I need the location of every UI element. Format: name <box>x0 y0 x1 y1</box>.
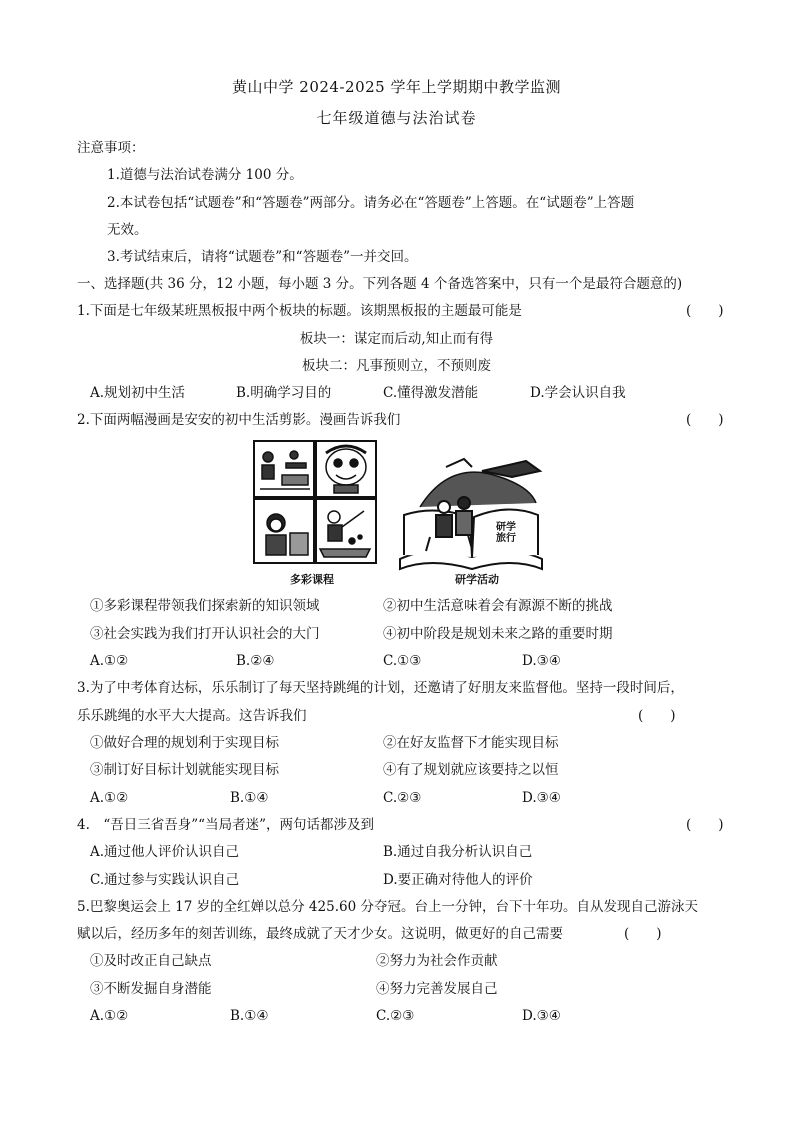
q2-answer-paren: ( ) <box>686 412 724 428</box>
q5-option-c: C.②③ <box>376 1008 415 1024</box>
q1-option-c: C.懂得激发潜能 <box>383 385 479 401</box>
q3-statement-2: ②在好友监督下才能实现目标 <box>383 735 559 751</box>
q1-option-a: A.规划初中生活 <box>90 385 186 401</box>
comic-illustration <box>250 437 550 587</box>
q2-option-a: A.①② <box>90 653 129 669</box>
q3-option-b: B.①④ <box>230 790 269 806</box>
q3-stem-line1: 3.为了中考体育达标，乐乐制订了每天坚持跳绳的计划，还邀请了好朋友来监督他。坚持一段时间后， <box>77 680 684 696</box>
q5-statement-1: ①及时改正自己缺点 <box>90 953 212 969</box>
q5-option-b: B.①④ <box>230 1008 269 1024</box>
caption-left: 多彩课程 <box>290 573 334 586</box>
q4-answer-paren: ( ) <box>686 817 724 833</box>
q3-option-d: D.③④ <box>522 790 561 806</box>
q3-stem-line2: 乐乐跳绳的水平大大提高。这告诉我们 <box>77 708 307 724</box>
q3-answer-paren: ( ) <box>638 708 676 724</box>
caption-right: 研学活动 <box>455 573 499 586</box>
q3-statement-1: ①做好合理的规划利于实现目标 <box>90 735 279 751</box>
q2-option-c: C.①③ <box>383 653 422 669</box>
q5-stem-line1: 5.巴黎奥运会上 17 岁的全红婵以总分 425.60 分夺冠。台上一分钟，台下十年功。自从发现自己游泳天 <box>77 899 698 915</box>
q5-statement-3: ③不断发掘自身潜能 <box>90 981 212 997</box>
page-title: 黄山中学 2024-2025 学年上学期期中教学监测 <box>232 78 561 96</box>
q5-statement-2: ②努力为社会作贡献 <box>376 953 498 969</box>
q2-statement-2: ②初中生活意味着会有源源不断的挑战 <box>383 598 613 614</box>
q1-option-d: D.学会认识自我 <box>530 385 626 401</box>
notice-item-2a: 2.本试卷包括“试题卷”和“答题卷”两部分。请务必在“答题卷”上答题。在“试题卷”上答题 <box>107 195 635 211</box>
q5-option-a: A.①② <box>90 1008 129 1024</box>
q3-statement-4: ④有了规划就应该要持之以恒 <box>383 762 559 778</box>
q5-stem-line2: 赋以后，经历多年的刻苦训练，最终成就了天才少女。这说明，做更好的自己需要 <box>77 926 563 942</box>
q2-statement-4: ④初中阶段是规划未来之路的重要时期 <box>383 626 613 642</box>
q5-answer-paren: ( ) <box>624 926 662 942</box>
q1-stem: 1.下面是七年级某班黑板报中两个板块的标题。该期黑板报的主题最可能是 <box>77 303 522 319</box>
q2-comics <box>250 437 550 587</box>
q2-statement-3: ③社会实践为我们打开认识社会的大门 <box>90 626 320 642</box>
q2-statement-1: ①多彩课程带领我们探索新的知识领域 <box>90 598 320 614</box>
section-heading: 一、选择题(共 36 分，12 小题，每小题 3 分。下列各题 4 个备选答案中，只有一个是最符合题意的) <box>77 276 683 292</box>
notice-item-1: 1.道德与法治试卷满分 100 分。 <box>107 167 303 183</box>
q5-statement-4: ④努力完善发展自己 <box>376 981 498 997</box>
q4-option-d: D.要正确对待他人的评价 <box>383 872 533 888</box>
comic-right-book <box>400 459 542 569</box>
q2-stem: 2.下面两幅漫画是安安的初中生活剪影。漫画告诉我们 <box>77 412 401 428</box>
q4-option-b: B.通过自我分析认识自己 <box>383 844 533 860</box>
q2-option-d: D.③④ <box>522 653 561 669</box>
notice-item-2b: 无效。 <box>107 222 148 238</box>
page-subtitle: 七年级道德与法治试卷 <box>316 109 477 127</box>
q4-option-c: C.通过参与实践认识自己 <box>90 872 240 888</box>
q3-option-a: A.①② <box>90 790 129 806</box>
q4-option-a: A.通过他人评价认识自己 <box>90 844 240 860</box>
q1-answer-paren: ( ) <box>686 303 724 319</box>
notice-heading: 注意事项： <box>77 140 145 156</box>
book-label: 研学 旅行 <box>496 522 516 544</box>
q2-option-b: B.②④ <box>236 653 275 669</box>
q3-statement-3: ③制订好目标计划就能实现目标 <box>90 762 279 778</box>
q1-board-2: 板块二：凡事预则立，不预则废 <box>302 358 491 374</box>
notice-item-3: 3.考试结束后，请将“试题卷”和“答题卷”一并交回。 <box>107 249 418 265</box>
q5-option-d: D.③④ <box>522 1008 561 1024</box>
q1-option-b: B.明确学习目的 <box>236 385 332 401</box>
q3-option-c: C.②③ <box>383 790 422 806</box>
q4-stem: 4. “吾日三省吾身”“当局者迷”，两句话都涉及到 <box>77 817 374 833</box>
q1-board-1: 板块一：谋定而后动,知止而有得 <box>299 331 494 347</box>
